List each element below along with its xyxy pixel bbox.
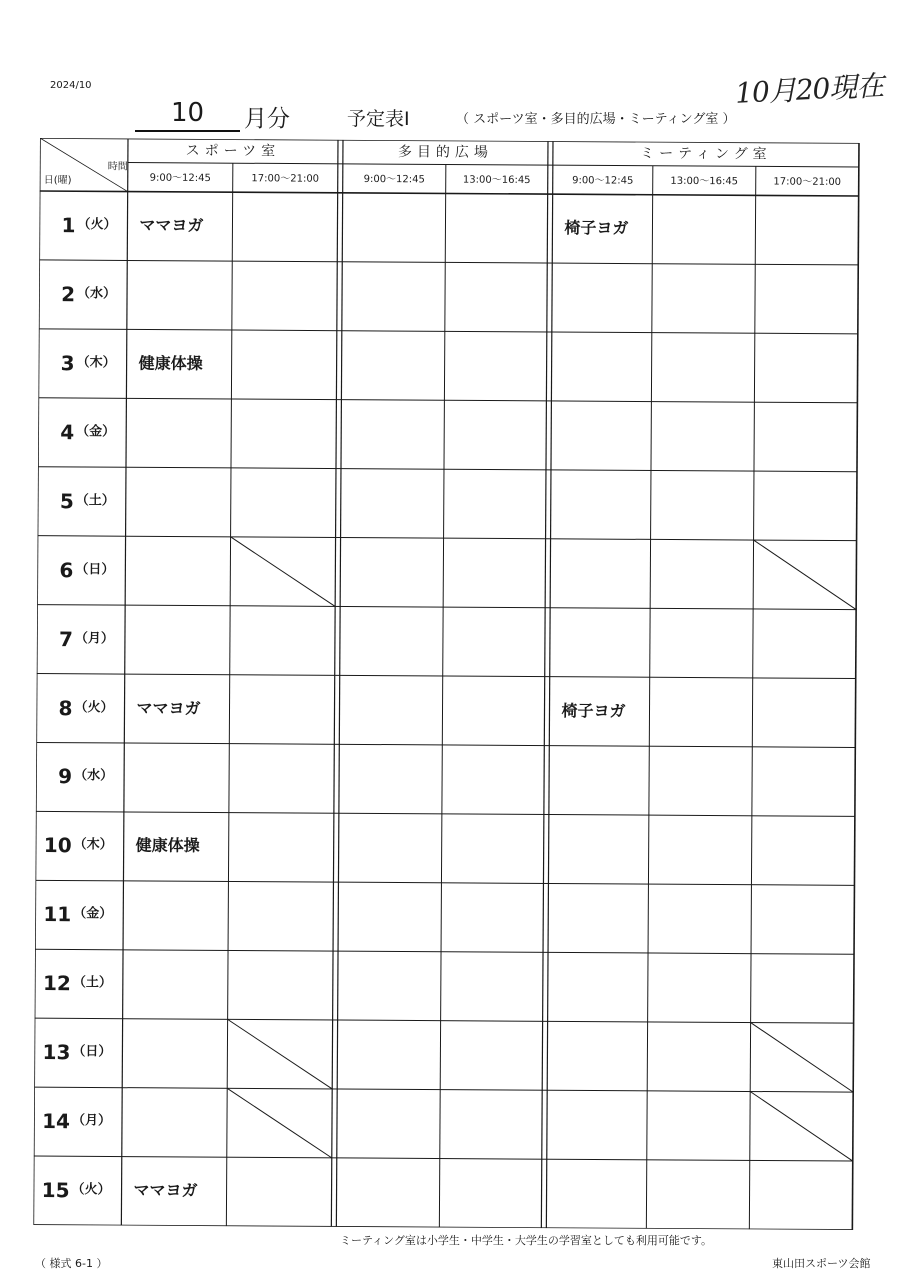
weekday-label: （木） bbox=[73, 837, 113, 853]
schedule-title: 予定表Ⅰ bbox=[347, 108, 410, 130]
footer-note: ミーティング室は小学生・中学生・大学生の学習室としても利用可能です。 bbox=[340, 1234, 713, 1247]
weekday-label: （月） bbox=[74, 630, 115, 647]
weekday-label: （火） bbox=[77, 217, 117, 233]
day-number: 14 bbox=[42, 1109, 71, 1134]
day-number: 10 bbox=[43, 833, 72, 858]
weekday-label: （土） bbox=[72, 975, 112, 991]
weekday-label: （日） bbox=[72, 1044, 112, 1060]
weekday-label: （月） bbox=[71, 1113, 112, 1129]
closed-slot-diagonal bbox=[230, 537, 335, 607]
closed-slot-diagonal bbox=[227, 1088, 332, 1158]
day-number: 7 bbox=[58, 626, 74, 651]
room-name: スポーツ室 bbox=[185, 142, 281, 160]
form-code: （ 様式 6-1 ） bbox=[35, 1257, 108, 1270]
header-day-label: 日(曜) bbox=[43, 175, 72, 187]
time-slot-label: 13:00～16:45 bbox=[462, 174, 531, 186]
closed-slot-diagonal bbox=[750, 1023, 853, 1093]
time-slot-label: 9:00～12:45 bbox=[572, 175, 634, 187]
room-name: ミーティング室 bbox=[640, 145, 772, 163]
weekday-label: （火） bbox=[74, 699, 114, 715]
weekday-label: （土） bbox=[75, 492, 115, 509]
time-slot-label: 17:00～21:00 bbox=[251, 173, 320, 185]
month-suffix: 月分 bbox=[244, 106, 290, 132]
weekday-label: （日） bbox=[75, 561, 115, 578]
event-label: 椅子ヨガ bbox=[561, 700, 626, 721]
event-label: 健康体操 bbox=[138, 353, 203, 373]
weekday-label: （金） bbox=[73, 906, 113, 922]
event-label: ママヨガ bbox=[139, 215, 204, 236]
event-label: ママヨガ bbox=[133, 1180, 198, 1201]
day-number: 3 bbox=[60, 350, 75, 376]
room-name: 多目的広場 bbox=[397, 144, 493, 161]
closed-slot-diagonal bbox=[750, 1091, 853, 1161]
day-number: 8 bbox=[58, 695, 73, 720]
day-number: 12 bbox=[42, 971, 71, 996]
time-slot-label: 13:00～16:45 bbox=[670, 175, 739, 188]
org-name: 東山田スポーツ会館 bbox=[772, 1257, 871, 1270]
event-label: ママヨガ bbox=[136, 698, 201, 718]
day-number: 11 bbox=[43, 902, 72, 927]
time-slot-label: 9:00～12:45 bbox=[149, 172, 211, 185]
day-number: 13 bbox=[42, 1040, 71, 1065]
day-number: 6 bbox=[59, 557, 74, 582]
weekday-label: （火） bbox=[71, 1182, 111, 1198]
schedule-table bbox=[33, 138, 865, 1230]
day-number: 9 bbox=[58, 764, 73, 789]
event-label: 健康体操 bbox=[135, 835, 200, 856]
event-label: 椅子ヨガ bbox=[564, 218, 629, 238]
closed-slot-diagonal bbox=[753, 540, 856, 610]
day-number: 4 bbox=[60, 419, 75, 445]
header-time-label: 時間 bbox=[107, 161, 128, 173]
weekday-label: （木） bbox=[76, 355, 116, 371]
month-value: 10 bbox=[135, 98, 240, 132]
time-slot-label: 9:00～12:45 bbox=[363, 173, 425, 186]
weekday-label: （水） bbox=[74, 768, 114, 784]
day-number: 2 bbox=[61, 282, 76, 307]
day-number: 1 bbox=[61, 213, 76, 238]
schedule-subtitle: （ スポーツ室・多目的広場・ミーティング室 ） bbox=[456, 112, 736, 127]
weekday-label: （金） bbox=[76, 424, 116, 440]
day-number: 5 bbox=[59, 488, 74, 513]
handwritten-note: 10月20現在 bbox=[734, 69, 885, 110]
closed-slot-diagonal bbox=[227, 1019, 332, 1089]
weekday-label: （水） bbox=[77, 286, 117, 302]
day-number: 15 bbox=[41, 1178, 70, 1203]
time-slot-label: 17:00～21:00 bbox=[773, 176, 842, 188]
date-code: 2024/10 bbox=[50, 80, 92, 91]
